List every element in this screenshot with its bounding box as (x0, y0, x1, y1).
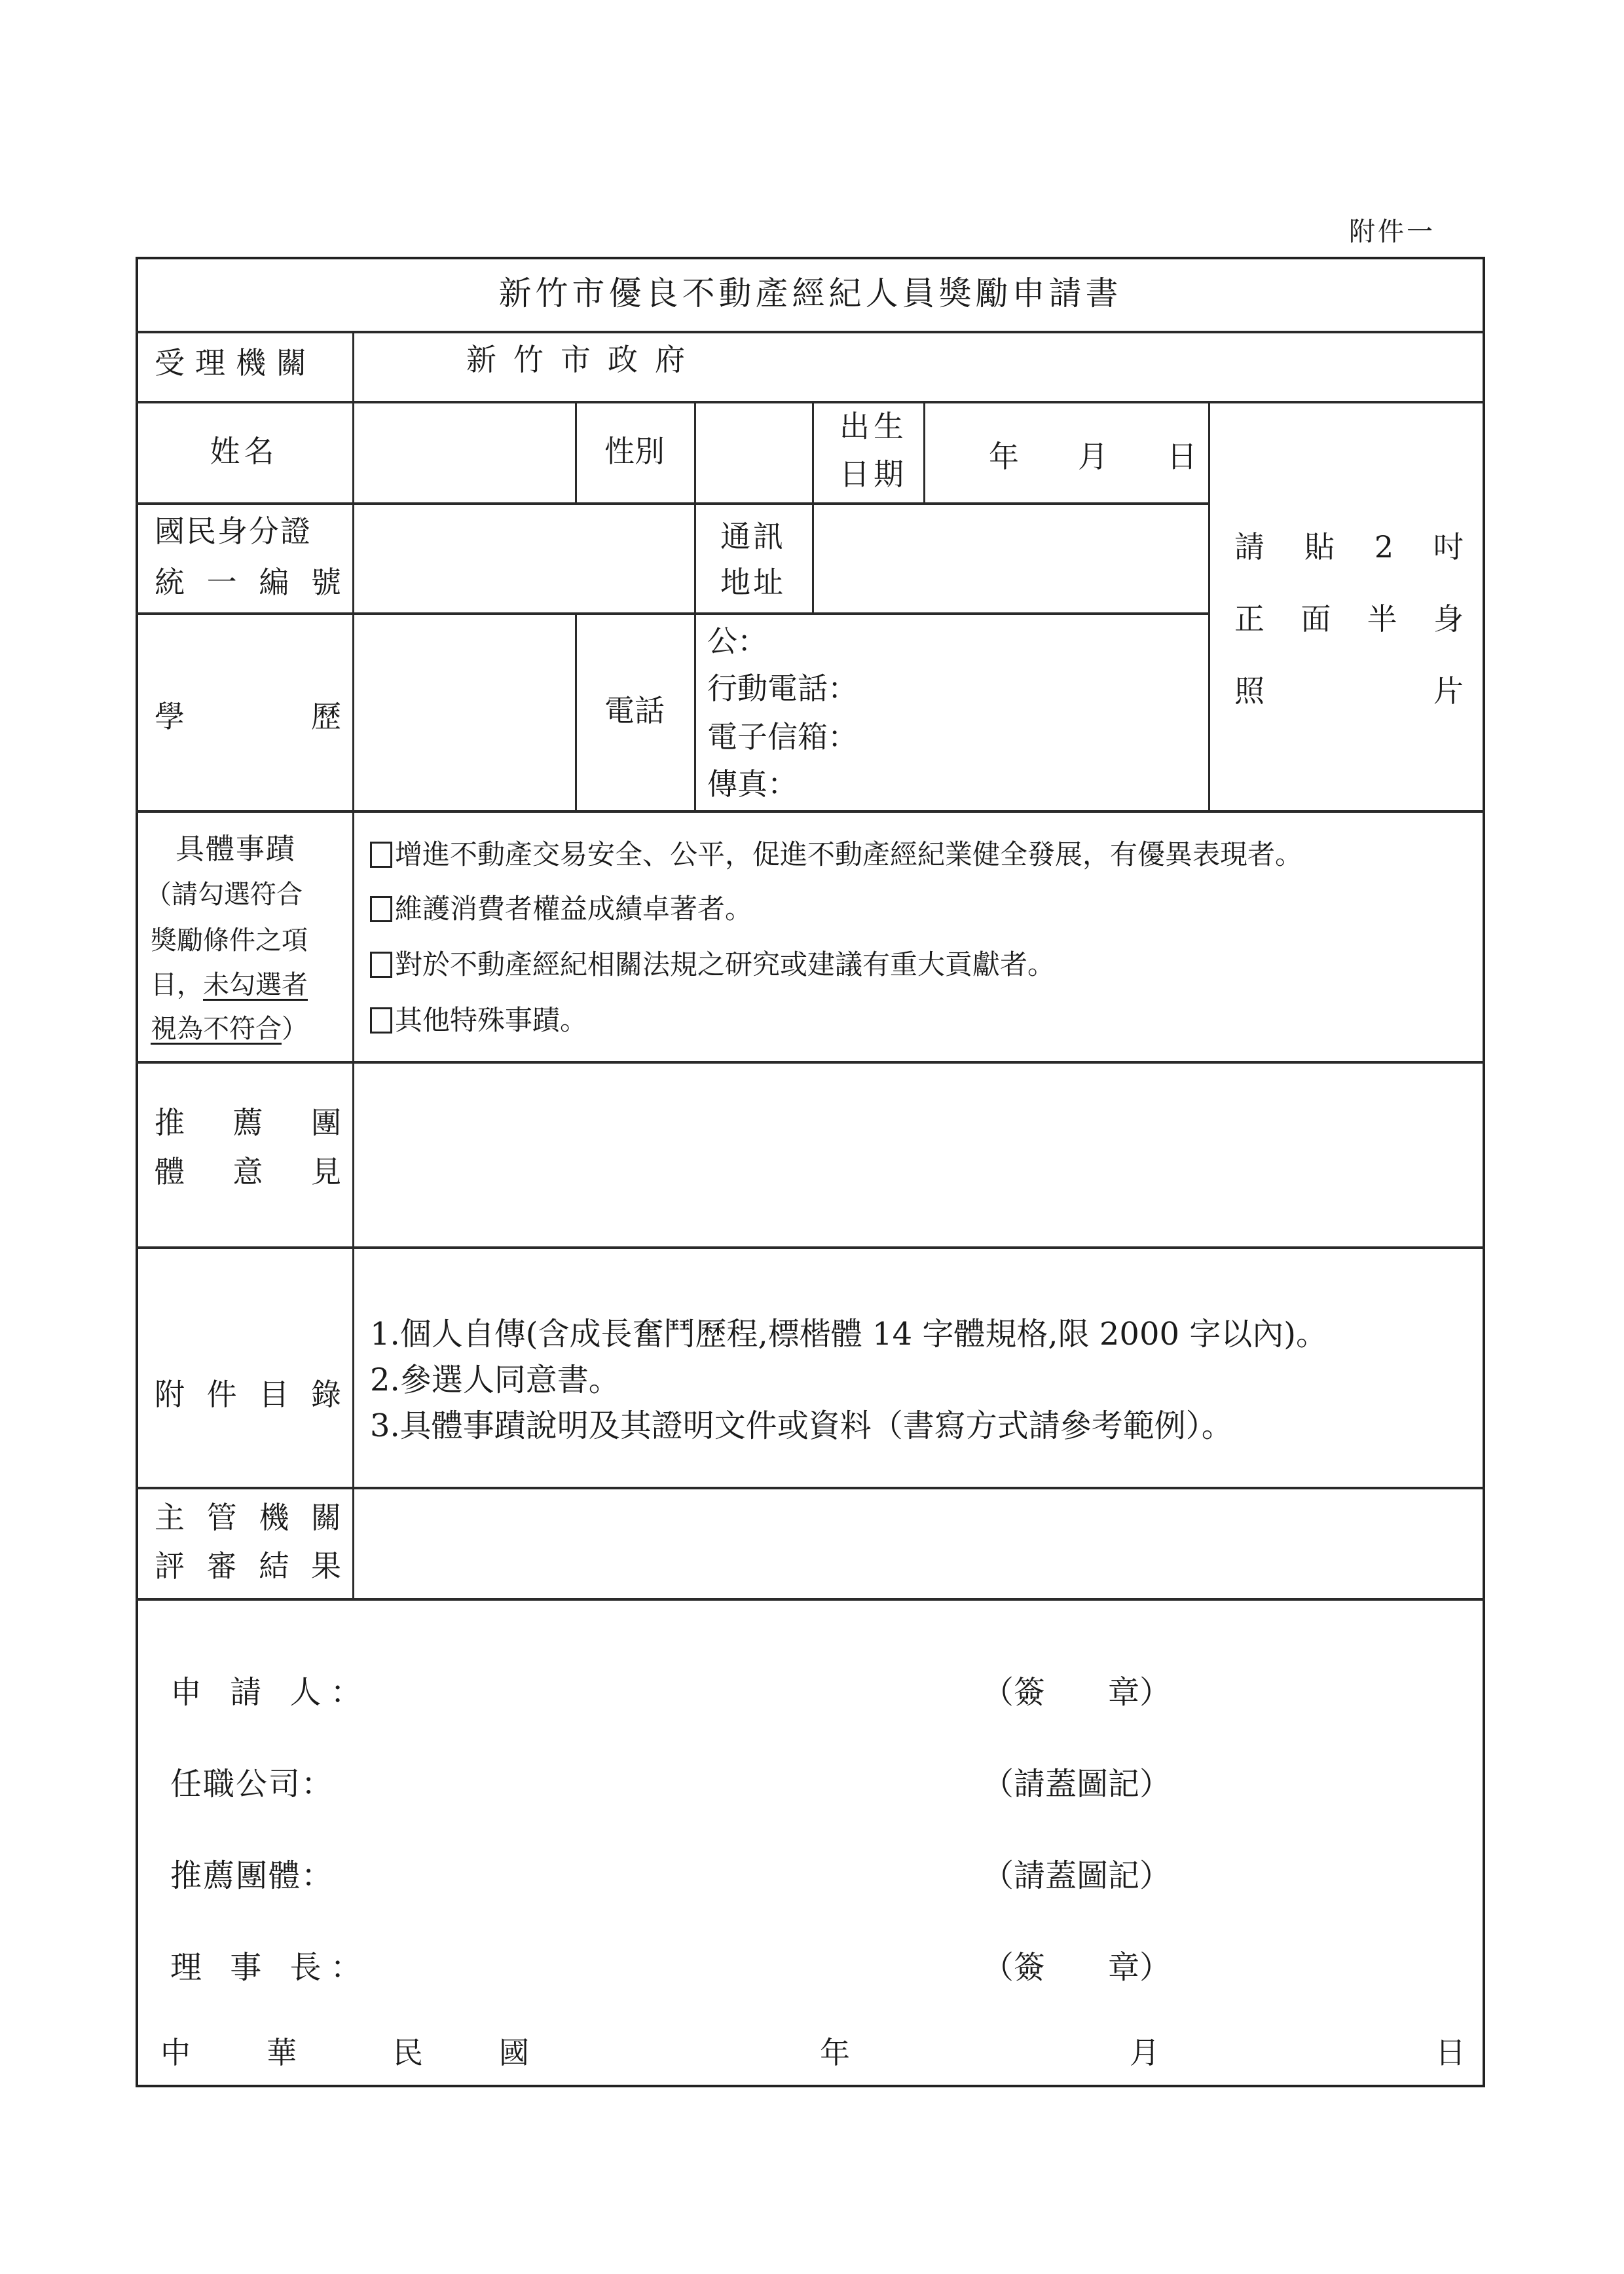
label-char: 管 (206, 1500, 237, 1535)
achievement-option[interactable] (370, 833, 1302, 872)
date-era-char: 華 (267, 2035, 297, 2070)
recommending-org-seal-note[interactable]: （請蓋圖記） (982, 1857, 1172, 1894)
photo-text: 片 (1433, 673, 1464, 709)
gender-label: 性別 (604, 433, 665, 469)
label-char: 附 (155, 1377, 185, 1412)
agency-label: 受理機關 (155, 345, 317, 381)
date-era-char: 民 (393, 2035, 423, 2070)
label-char: 編 (259, 565, 289, 600)
photo-instruction-line-1 (1234, 528, 1464, 567)
recommendation-label-2 (155, 1153, 341, 1192)
option-text: 維護消費者權益成績卓著者。 (395, 893, 753, 925)
education-label (155, 698, 341, 737)
recommendation-label-1 (155, 1104, 341, 1143)
achievements-note-3 (151, 968, 308, 1002)
applicant-signature-label: 申 請 人： (170, 1674, 371, 1711)
photo-instruction-line-2 (1234, 600, 1464, 639)
attachment-item: 2.參選人同意書。 (370, 1362, 620, 1398)
label-char: 體 (155, 1154, 185, 1189)
label-char: 意 (232, 1154, 263, 1189)
photo-text: 半 (1367, 601, 1397, 637)
label-char: 號 (310, 565, 341, 600)
label-char: 學 (155, 699, 185, 734)
address-field[interactable] (815, 505, 1206, 611)
photo-text: 貼 (1304, 529, 1335, 565)
birth-month-unit: 月 (1078, 439, 1108, 474)
photo-instruction-line-3 (1234, 672, 1464, 711)
review-field[interactable] (355, 1489, 1483, 1597)
checkbox[interactable] (370, 896, 392, 922)
birth-year-unit: 年 (989, 439, 1019, 474)
label-char: 團 (311, 1105, 341, 1140)
label-char: 推 (155, 1105, 185, 1140)
gender-field[interactable] (697, 403, 811, 502)
note-text: 目， (151, 970, 203, 1000)
option-text: 其他特殊事蹟。 (395, 1004, 588, 1036)
date-day-unit: 日 (1435, 2035, 1466, 2070)
label-char: 評 (155, 1548, 185, 1584)
divider (694, 401, 696, 810)
photo-text: 照 (1234, 673, 1264, 709)
label-char: 結 (259, 1548, 289, 1584)
id-number-label-1: 國民身分證 (155, 513, 312, 549)
divider (812, 401, 814, 612)
label-char: 審 (206, 1548, 237, 1584)
company-seal-label: 任職公司： (170, 1766, 335, 1802)
photo-text: 面 (1301, 601, 1331, 637)
note-text-underlined: 未勾選者 (203, 970, 308, 1000)
address-label-1: 通訊 (720, 519, 786, 554)
achievement-option[interactable] (370, 999, 587, 1038)
address-label-2: 地址 (720, 565, 786, 600)
birth-date-field[interactable] (926, 403, 1206, 502)
label-char: 統 (155, 565, 185, 600)
divider (136, 1246, 1485, 1249)
phone-mobile-field[interactable]: 行動電話： (707, 671, 858, 706)
phone-label: 電話 (604, 693, 665, 729)
chairman-signature-note[interactable]: （簽 章） (982, 1949, 1172, 1986)
label-char: 主 (155, 1500, 185, 1535)
applicant-signature-note[interactable]: （簽 章） (982, 1674, 1172, 1711)
label-char: 薦 (232, 1105, 263, 1140)
checkbox[interactable] (370, 1007, 392, 1034)
attachments-label (155, 1375, 341, 1415)
label-char: 關 (310, 1500, 341, 1535)
email-field[interactable]: 電子信箱： (707, 719, 858, 755)
checkbox[interactable] (370, 952, 392, 978)
divider (923, 401, 925, 502)
achievements-label: 具體事蹟 (175, 832, 296, 866)
date-year-unit: 年 (820, 2035, 850, 2070)
label-char: 見 (311, 1154, 341, 1189)
label-char: 錄 (310, 1377, 341, 1412)
birth-date-label-1: 出生 (840, 409, 908, 444)
review-label-1 (155, 1499, 341, 1538)
recommendation-field[interactable] (355, 1064, 1483, 1245)
photo-placeholder[interactable] (1211, 403, 1483, 809)
photo-text: 正 (1234, 601, 1264, 637)
label-char: 歷 (311, 699, 341, 734)
birth-day-unit: 日 (1167, 439, 1197, 474)
divider (136, 810, 1485, 813)
date-month-unit: 月 (1130, 2035, 1160, 2070)
date-era-char: 國 (499, 2035, 529, 2070)
attachment-item: 3.具體事蹟說明及其證明文件或資料（書寫方式請參考範例）。 (370, 1407, 1233, 1444)
attachment-number-label: 附件一 (1349, 217, 1435, 247)
photo-text: 2 (1374, 529, 1394, 565)
divider (352, 331, 354, 1598)
divider (136, 1598, 1485, 1601)
name-label: 姓名 (210, 433, 278, 469)
label-char: 果 (310, 1548, 341, 1584)
note-text-underlined: 視為不符合 (151, 1014, 282, 1044)
birth-date-label-2: 日期 (840, 457, 908, 492)
divider (1208, 401, 1210, 810)
photo-text: 請 (1234, 529, 1264, 565)
review-label-2 (155, 1547, 341, 1586)
label-char: 機 (259, 1500, 289, 1535)
date-line[interactable] (136, 2034, 1485, 2079)
recommending-org-seal-label: 推薦團體： (170, 1857, 335, 1894)
achievements-note-4 (151, 1012, 308, 1046)
phone-office-field[interactable]: 公： (707, 624, 767, 659)
attachment-item: 1.個人自傳(含成長奮鬥歷程,標楷體 14 字體規格,限 2000 字以內)。 (370, 1316, 1328, 1352)
option-text: 對於不動產經紀相關法規之研究或建議有重大貢獻者。 (395, 948, 1056, 980)
education-field[interactable] (355, 615, 574, 809)
checkbox[interactable] (370, 842, 392, 868)
photo-text: 吋 (1433, 529, 1464, 565)
date-era-char: 中 (160, 2035, 191, 2070)
id-number-label-2 (155, 563, 341, 603)
fax-field[interactable]: 傳真： (707, 766, 798, 802)
label-char: 件 (206, 1377, 237, 1412)
achievement-option[interactable] (370, 887, 752, 927)
achievement-option[interactable] (370, 943, 1055, 982)
chairman-signature-label: 理 事 長： (170, 1949, 371, 1986)
achievements-note-1: （請勾選符合 (145, 880, 303, 910)
option-text: 增進不動產交易安全、公平，促進不動產經紀業健全發展，有優異表現者。 (395, 838, 1303, 870)
note-text: ） (282, 1014, 308, 1044)
photo-text: 身 (1433, 601, 1464, 637)
divider (136, 331, 1485, 333)
name-field[interactable] (355, 403, 574, 502)
achievements-note-2: 獎勵條件之項 (151, 925, 308, 956)
label-char: 目 (259, 1377, 289, 1412)
form-title: 新竹市優良不動產經紀人員獎勵申請書 (498, 274, 1122, 312)
agency-value: 新竹市政府 (466, 342, 702, 377)
id-number-field[interactable] (355, 505, 693, 611)
company-seal-note[interactable]: （請蓋圖記） (982, 1766, 1172, 1802)
label-char: 一 (206, 565, 237, 600)
